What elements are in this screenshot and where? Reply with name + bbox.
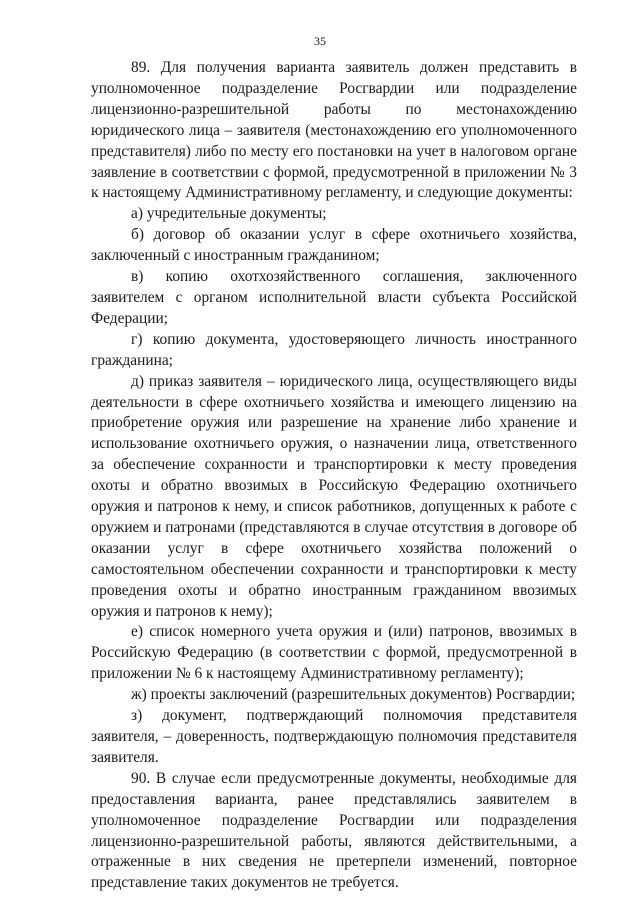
list-item-a: а) учредительные документы;: [131, 205, 327, 223]
list-item-e: е) список номерного учета оружия и (или) патронов, ввозимых в Российскую Федерацию (в соответствии с формой, предусмотренной в приложении № 6 к настоящему Административному регламенту);: [91, 623, 577, 683]
paragraph-89-intro: 89. Для получения варианта заявитель должен представить в уполномоченное подразделение Росгвардии или подразделение лицензионно-разрешительной работы по местонахождению юридического лица – заявителя (местонахождению его уполномоченного представителя) либо по месту его постановки на учет в налоговом органе заявление в соответствии с формой, предусмотренной в приложении № 3 к настоящему Административному регламенту, и следующие документы:: [91, 59, 577, 202]
list-item-v: в) копию охотхозяйственного соглашения, заключенного заявителем с органом исполнительной власти субъекта Российской Федерации;: [91, 268, 577, 327]
page-number: 35: [314, 34, 326, 48]
list-item-zh: ж) проекты заключений (разрешительных документов) Росгвардии;: [131, 686, 576, 704]
document-body: [91, 58, 577, 894]
list-item-g: г) копию документа, удостоверяющего личность иностранного гражданина;: [91, 330, 577, 369]
list-item-b: б) договор об оказании услуг в сфере охотничьего хозяйства, заключенный с иностранным гражданином;: [91, 226, 577, 265]
list-item-z: з) документ, подтверждающий полномочия представителя заявителя, – доверенность, подтверждающую полномочия представителя заявителя.: [91, 707, 577, 766]
list-item-d: д) приказ заявителя – юридического лица, осуществляющего виды деятельности в сфере охотничьего хозяйства и имеющего лицензию на приобретение оружия или разрешение на хранение либо хранение и использование охотничьего оружия, о назначении лица, ответственного за обеспечение сохранности и транспортировки к месту проведения охоты и обратно ввозимых в Российскую Федерацию охотничьего оружия и патронов к нему, и список работников, допущенных к работе с оружием и патронами (представляются в случае отсутствия в договоре об оказании услуг в сфере охотничьего хозяйства положений о самостоятельном обеспечении сохранности и транспортировки к месту проведения охоты и обратно иностранным гражданином ввозимых оружия и патронов к нему);: [91, 372, 577, 620]
paragraph-90: 90. В случае если предусмотренные документы, необходимые для предоставления варианта, ранее представлялись заявителем в уполномоченное подразделение Росгвардии или подразделения лицензионно-разрешительной работы, являются действительными, а отраженные в них сведения не претерпели изменений, повторное представление таких документов не требуется.: [91, 769, 577, 892]
